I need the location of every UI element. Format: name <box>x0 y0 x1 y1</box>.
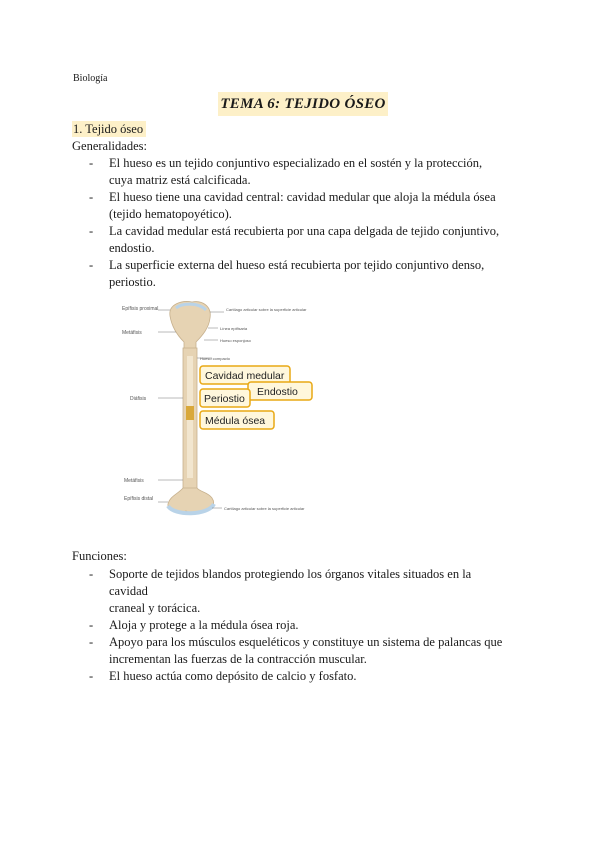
list-item: - El hueso tiene una cavidad central: cavidad medular que aloja la médula ósea (tejido hematopoyético). <box>89 190 496 221</box>
callout-endostio: Endostio <box>257 386 298 398</box>
list-item: - Aloja y protege a la médula ósea roja. <box>89 618 299 632</box>
label-hueso-compacto: Hueso compacto <box>200 356 231 361</box>
label-metafisis-1: Metáfisis <box>122 330 142 336</box>
list-item: - La superficie externa del hueso está recubierta por tejido conjuntivo denso, periostio. <box>89 258 485 289</box>
callout-medula-osea: Médula ósea <box>205 415 266 427</box>
label-linea-epifisaria: Línea epifisaria <box>220 326 248 331</box>
callout-periostio: Periostio <box>204 393 245 405</box>
page-title: TEMA 6: TEJIDO ÓSEO <box>218 92 388 116</box>
list-item: - La cavidad medular está recubierta por una capa delgada de tejido conjuntivo, endostio. <box>89 224 500 255</box>
list-item: - Soporte de tejidos blandos protegiendo los órganos vitales situados en la cavidad craneal y torácica. <box>89 567 472 615</box>
section-heading: 1. Tejido óseo <box>72 121 146 137</box>
funciones-heading: Funciones: <box>72 549 127 563</box>
generalidades-list <box>72 155 542 291</box>
subject-header: Biología <box>73 73 108 84</box>
label-cartilago-proximal: Cartílago articular sobre la superficie articular <box>226 307 307 312</box>
callout-cavidad-medular: Cavidad medular <box>205 370 285 382</box>
funciones-list <box>72 566 542 685</box>
generalidades-heading: Generalidades: <box>72 139 147 153</box>
label-cartilago-distal: Cartílago articular sobre la superficie articular <box>224 506 305 511</box>
list-item: - El hueso es un tejido conjuntivo especializado en el sostén y la protección, cuya matriz está calcificada. <box>89 156 483 187</box>
list-item: - El hueso actúa como depósito de calcio y fosfato. <box>89 669 357 683</box>
list-item: - Apoyo para los músculos esqueléticos y constituye un sistema de palancas que incrementan las fuerzas de la contracción muscular. <box>89 635 503 666</box>
bone-diagram <box>120 298 320 520</box>
label-hueso-esponjoso: Hueso esponjoso <box>220 338 251 343</box>
label-epifisis-proximal: Epífisis proximal <box>122 306 159 312</box>
label-diafisis: Diáfisis <box>130 396 147 402</box>
label-epifisis-distal: Epífisis distal <box>124 496 154 502</box>
label-metafisis-2: Metáfisis <box>124 478 144 484</box>
